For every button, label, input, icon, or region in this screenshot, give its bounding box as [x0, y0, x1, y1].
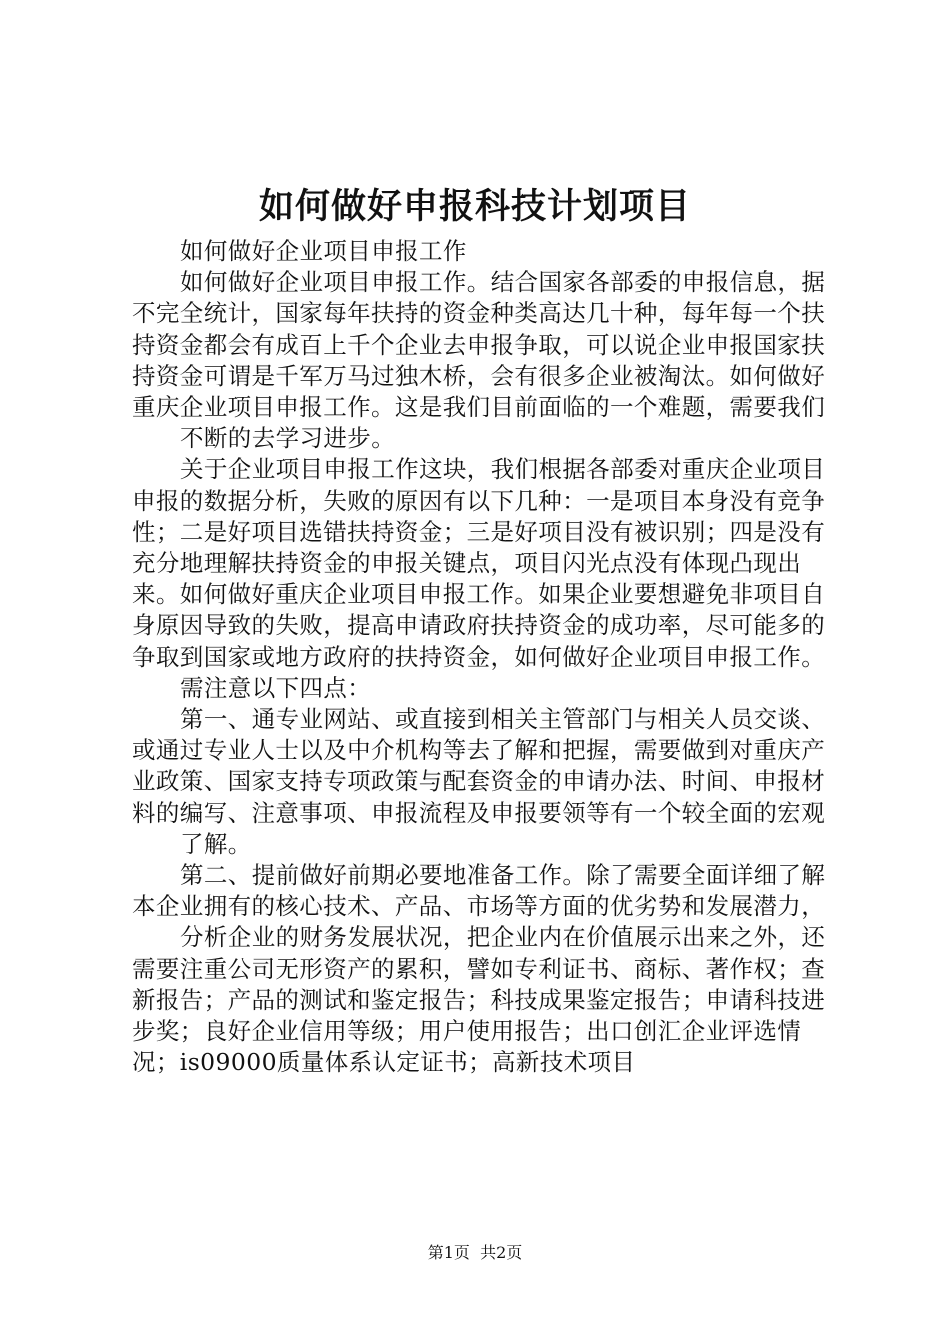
document-body	[132, 236, 840, 1078]
paragraph: 第二、提前做好前期必要地准备工作。除了需要全面详细了解本企业拥有的核心技术、产品、市场等方面的优劣势和发展潜力，	[132, 861, 826, 921]
paragraph: 第一、通专业网站、或直接到相关主管部门与相关人员交谈、或通过专业人士以及中介机构等去了解和把握，需要做到对重庆产业政策、国家支持专项政策与配套资金的申请办法、时间、申报材料的编写、注意事项、申报流程及申报要领等有一个较全面的宏观	[132, 705, 826, 827]
paragraph: 不断的去学习进步。	[180, 424, 396, 453]
paragraph: 关于企业项目申报工作这块，我们根据各部委对重庆企业项目申报的数据分析，失败的原因有以下几种：一是项目本身没有竞争性；二是好项目选错扶持资金；三是好项目没有被识别；四是没有充分地理解扶持资金的申报关键点，项目闪光点没有体现凸现出来。如何做好重庆企业项目申报工作。如果企业要想避免非项目自身原因导致的失败，提高申请政府扶持资金的成功率，尽可能多的争取到国家或地方政府的扶持资金，如何做好企业项目申报工作。	[132, 455, 826, 671]
footer-spacer	[470, 1243, 480, 1262]
page-number: 第1页	[427, 1243, 470, 1262]
paragraph: 如何做好企业项目申报工作。结合国家各部委的申报信息，据不完全统计，国家每年扶持的资金种类高达几十种，每年每一个扶持资金都会有成百上千个企业去申报争取，可以说企业申报国家扶持资金可谓是千军万马过独木桥，会有很多企业被淘汰。如何做好重庆企业项目申报工作。这是我们目前面临的一个难题，需要我们	[132, 268, 826, 422]
paragraph: 分析企业的财务发展状况，把企业内在价值展示出来之外，还需要注重公司无形资产的累积，譬如专利证书、商标、著作权；查新报告；产品的测试和鉴定报告；科技成果鉴定报告；申请科技进步奖；良好企业信用等级；用户使用报告；出口创汇企业评选情况；is09000质量体系认定证书；高新技术项目	[132, 923, 826, 1077]
paragraph: 如何做好企业项目申报工作	[180, 237, 467, 265]
page-footer	[0, 1242, 950, 1264]
document-title: 如何做好申报科技计划项目	[258, 186, 691, 227]
paragraph: 需注意以下四点：	[180, 673, 372, 702]
page-total: 共2页	[480, 1243, 523, 1262]
paragraph: 了解。	[180, 829, 252, 858]
